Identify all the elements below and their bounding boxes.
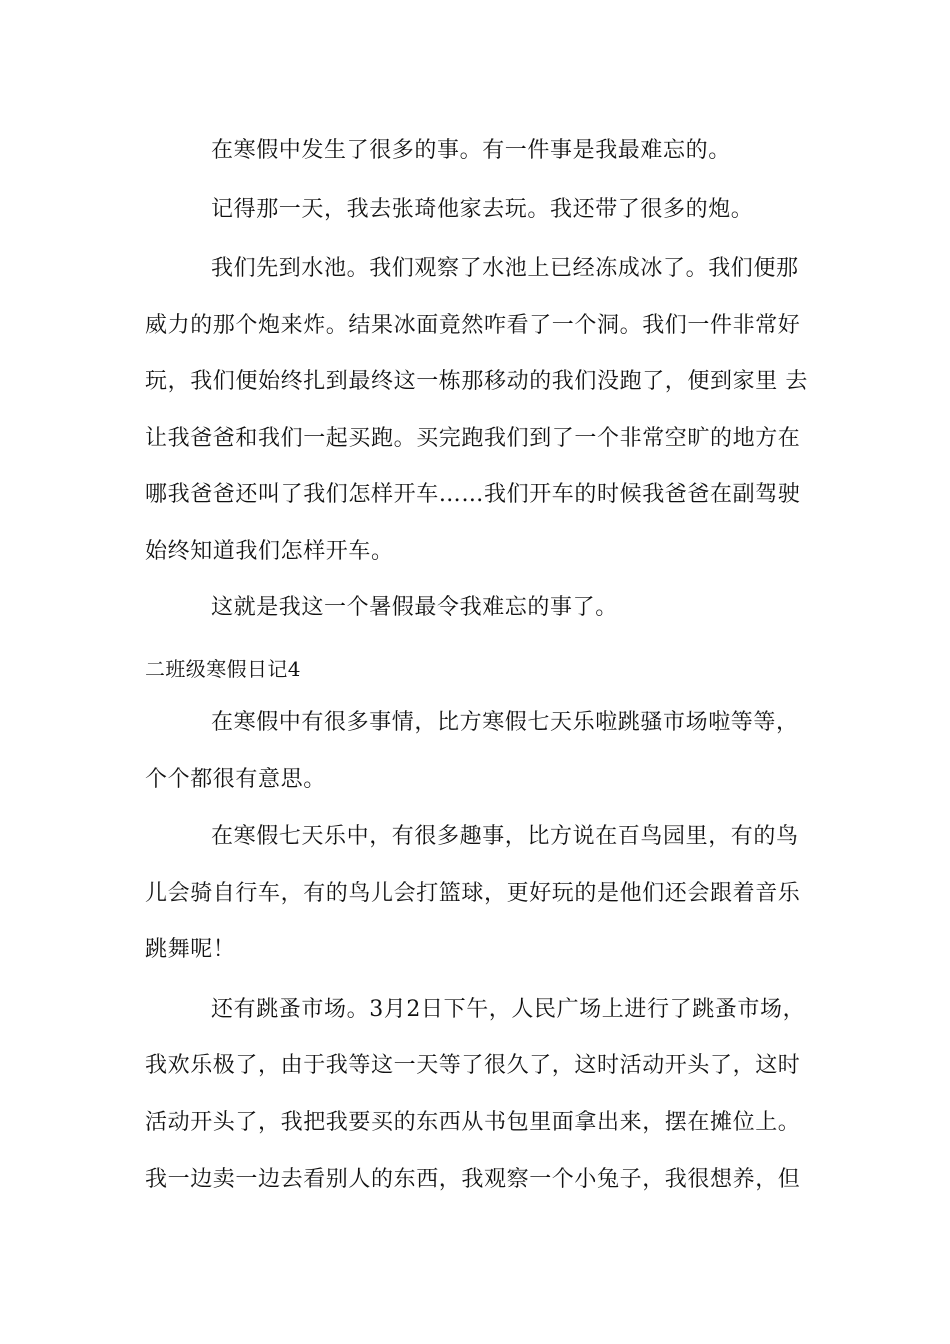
paragraph-line: 在寒假中发生了很多的事。有一件事是我最难忘的。 <box>211 138 731 163</box>
paragraph-line: 哪我爸爸还叫了我们怎样开车……我们开车的时候我爸爸在副驾驶 <box>145 482 801 507</box>
paragraph-line: 跳舞呢！ <box>145 937 236 962</box>
paragraph-line: 记得那一天，我去张琦他家去玩。我还带了很多的炮。 <box>211 197 754 222</box>
paragraph-line: 还有跳蚤市场。3月2日下午，人民广场上进行了跳蚤市场， <box>211 997 806 1022</box>
paragraph-line: 始终知道我们怎样开车。 <box>145 539 394 564</box>
paragraph-line: 让我爸爸和我们一起买跑。买完跑我们到了一个非常空旷的地方在 <box>145 426 801 451</box>
paragraph-line: 玩，我们便始终扎到最终这一栋那移动的我们没跑了，便到家里 去 <box>145 369 808 394</box>
paragraph-line: 儿会骑自行车，有的鸟儿会打篮球，更好玩的是他们还会跟着音乐 <box>145 881 801 906</box>
paragraph-line: 在寒假中有很多事情，比方寒假七天乐啦跳骚市场啦等等， <box>211 710 799 735</box>
paragraph-line: 我们先到水池。我们观察了水池上已经冻成冰了。我们便那 <box>211 256 799 281</box>
paragraph-line: 在寒假七天乐中，有很多趣事，比方说在百鸟园里，有的鸟 <box>211 824 799 849</box>
paragraph-line: 活动开头了，我把我要买的东西从书包里面拿出来，摆在摊位上。 <box>145 1110 801 1135</box>
paragraph-line: 个个都很有意思。 <box>145 767 326 792</box>
section-heading: 二班级寒假日记4 <box>145 657 301 681</box>
paragraph-line: 我欢乐极了，由于我等这一天等了很久了，这时活动开头了，这时 <box>145 1053 801 1078</box>
paragraph-line: 我一边卖一边去看别人的东西，我观察一个小兔子，我很想养，但 <box>145 1167 801 1192</box>
paragraph-line: 这就是我这一个暑假最令我难忘的事了。 <box>211 595 618 620</box>
paragraph-line: 威力的那个炮来炸。结果冰面竟然咋看了一个洞。我们一件非常好 <box>145 313 801 338</box>
